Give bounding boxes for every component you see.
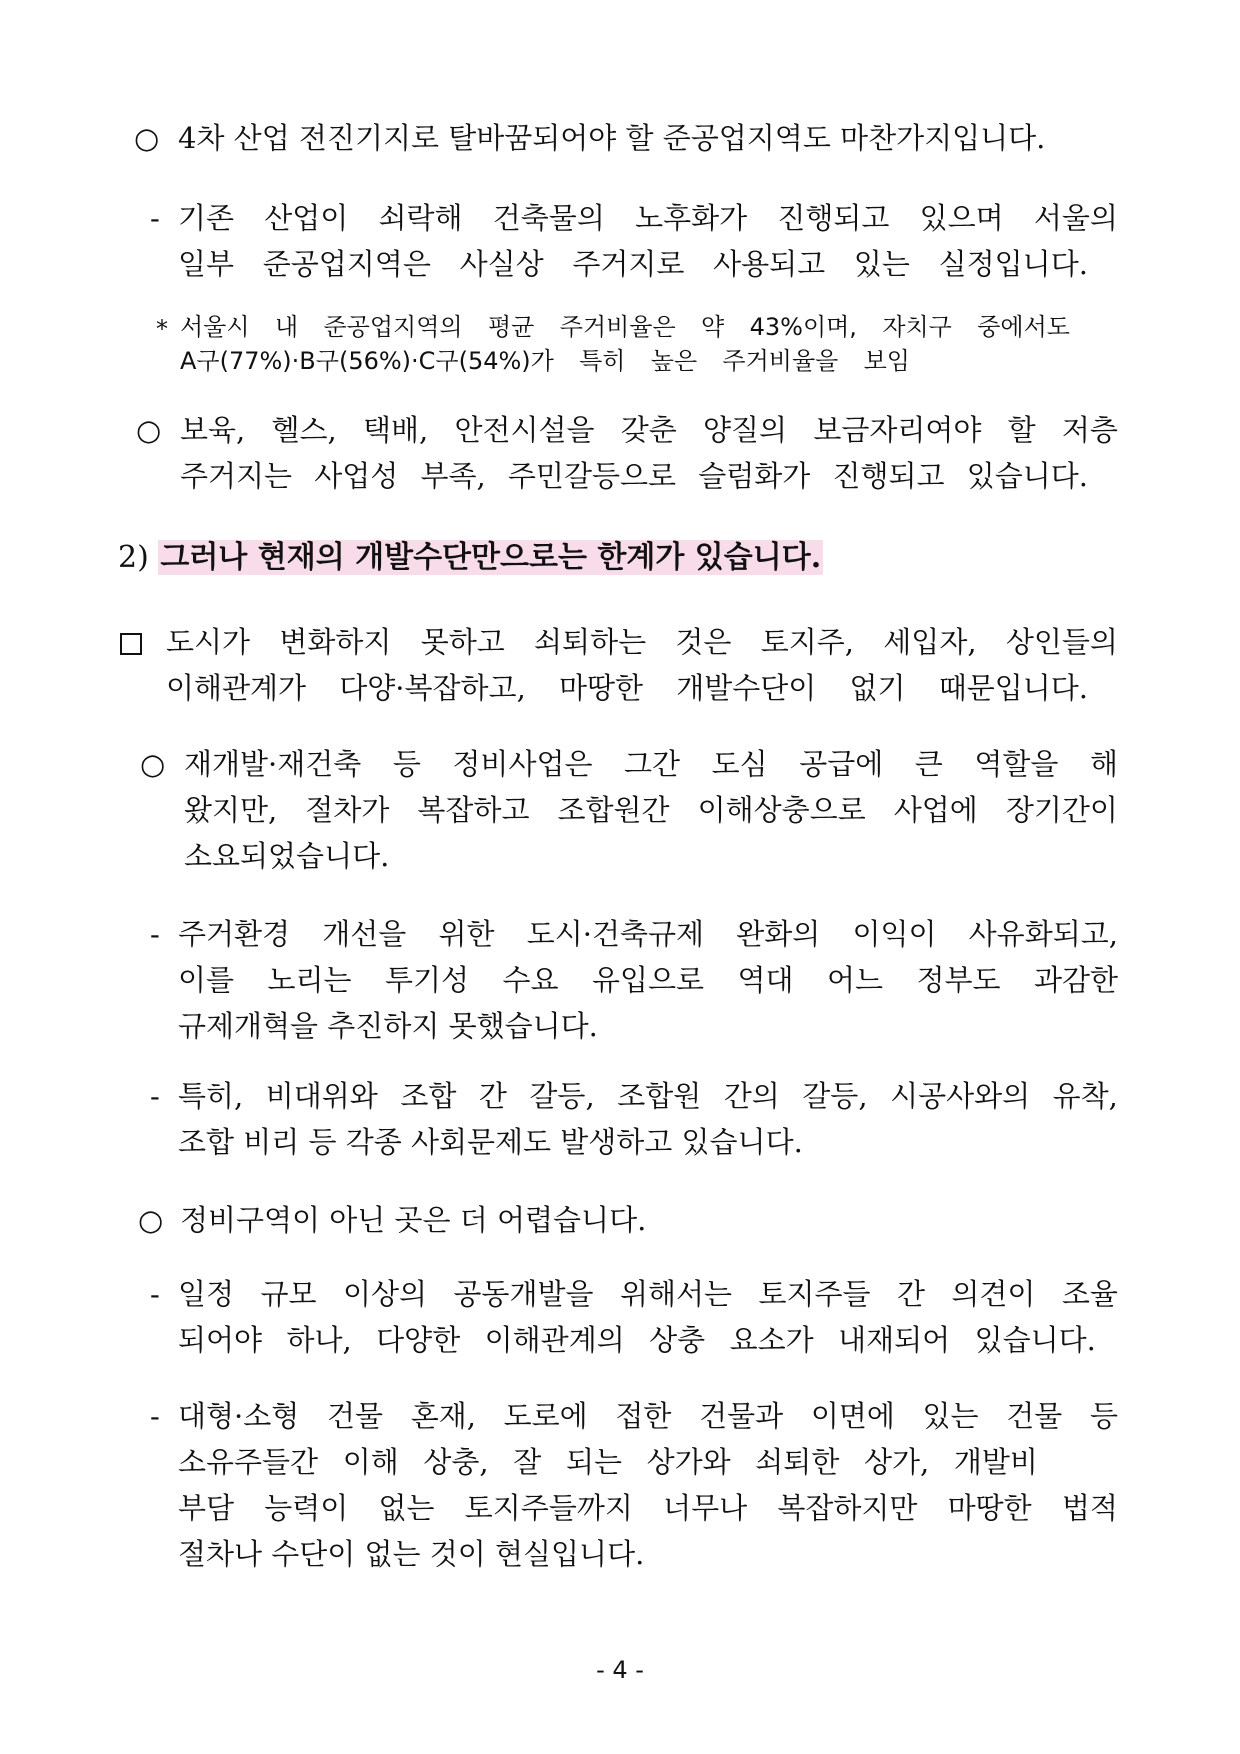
paragraph-5-line-1: 재개발·재건축 등 정비사업은 그간 도심 공급에 큰 역할을 해	[184, 747, 1118, 781]
page-number: - 4 -	[596, 1656, 644, 1684]
paragraph-7-line-1: 특히, 비대위와 조합 간 갈등, 조합원 간의 갈등, 시공사와의 유착,	[178, 1079, 1118, 1113]
note-line-2: A구(77%)·B구(56%)·C구(54%)가 특히 높은 주거비율을 보임	[180, 347, 910, 375]
paragraph-1-line-1: 4차 산업 전진기지로 탈바꿈되어야 할 준공업지역도 마찬가지입니다.	[178, 121, 1046, 155]
paragraph-7-line-2: 조합 비리 등 각종 사회문제도 발생하고 있습니다.	[178, 1125, 803, 1159]
paragraph-10-line-1: 대형·소형 건물 혼재, 도로에 접한 건물과 이면에 있는 건물 등	[178, 1399, 1118, 1433]
dash-bullet: -	[150, 1399, 160, 1433]
paragraph-9-line-1: 일정 규모 이상의 공동개발을 위해서는 토지주들 간 의견이 조율	[178, 1277, 1118, 1311]
circle-bullet: ○	[134, 121, 160, 155]
circle-bullet: ○	[140, 747, 166, 781]
paragraph-10-line-2: 소유주들간 이해 상충, 잘 되는 상가와 쇠퇴한 상가, 개발비	[178, 1445, 1038, 1479]
paragraph-10-line-3: 부담 능력이 없는 토지주들까지 너무나 복잡하지만 마땅한 법적	[178, 1491, 1118, 1525]
dash-bullet: -	[150, 1079, 160, 1113]
paragraph-5-line-3: 소요되었습니다.	[184, 839, 390, 873]
paragraph-6-line-2: 이를 노리는 투기성 수요 유입으로 역대 어느 정부도 과감한	[178, 963, 1118, 997]
circle-bullet: ○	[136, 413, 162, 447]
paragraph-6-line-3: 규제개혁을 추진하지 못했습니다.	[178, 1009, 598, 1043]
dash-bullet: -	[150, 917, 160, 951]
paragraph-8-line-1: 정비구역이 아닌 곳은 더 어렵습니다.	[180, 1203, 647, 1237]
paragraph-3-line-2: 주거지는 사업성 부족, 주민갈등으로 슬럼화가 진행되고 있습니다.	[180, 459, 1088, 493]
section-number: 2)	[118, 540, 149, 575]
checkbox-bullet-icon	[120, 633, 142, 655]
paragraph-5-line-2: 왔지만, 절차가 복잡하고 조합원간 이해상충으로 사업에 장기간이	[184, 793, 1118, 827]
paragraph-4-line-2: 이해관계가 다양·복잡하고, 마땅한 개발수단이 없기 때문입니다.	[166, 671, 1088, 705]
paragraph-3-line-1: 보육, 헬스, 택배, 안전시설을 갖춘 양질의 보금자리여야 할 저층	[180, 413, 1118, 447]
paragraph-10-line-4: 절차나 수단이 없는 것이 현실입니다.	[178, 1537, 645, 1571]
paragraph-6-line-1: 주거환경 개선을 위한 도시·건축규제 완화의 이익이 사유화되고,	[178, 917, 1118, 951]
section-heading-text: 그러나 현재의 개발수단만으로는 한계가 있습니다.	[160, 540, 822, 575]
paragraph-2-line-1: 기존 산업이 쇠락해 건축물의 노후화가 진행되고 있으며 서울의	[178, 201, 1118, 235]
dash-bullet: -	[150, 201, 160, 235]
note-star: *	[156, 315, 168, 343]
note-line-1: 서울시 내 준공업지역의 평균 주거비율은 약 43%이며, 자치구 중에서도	[180, 313, 1070, 341]
paragraph-4-line-1: 도시가 변화하지 못하고 쇠퇴하는 것은 토지주, 세입자, 상인들의	[166, 625, 1118, 659]
section-heading	[118, 538, 823, 578]
circle-bullet: ○	[138, 1203, 164, 1237]
paragraph-2-line-2: 일부 준공업지역은 사실상 주거지로 사용되고 있는 실정입니다.	[178, 247, 1088, 281]
dash-bullet: -	[150, 1277, 160, 1311]
paragraph-9-line-2: 되어야 하나, 다양한 이해관계의 상충 요소가 내재되어 있습니다.	[178, 1323, 1096, 1357]
